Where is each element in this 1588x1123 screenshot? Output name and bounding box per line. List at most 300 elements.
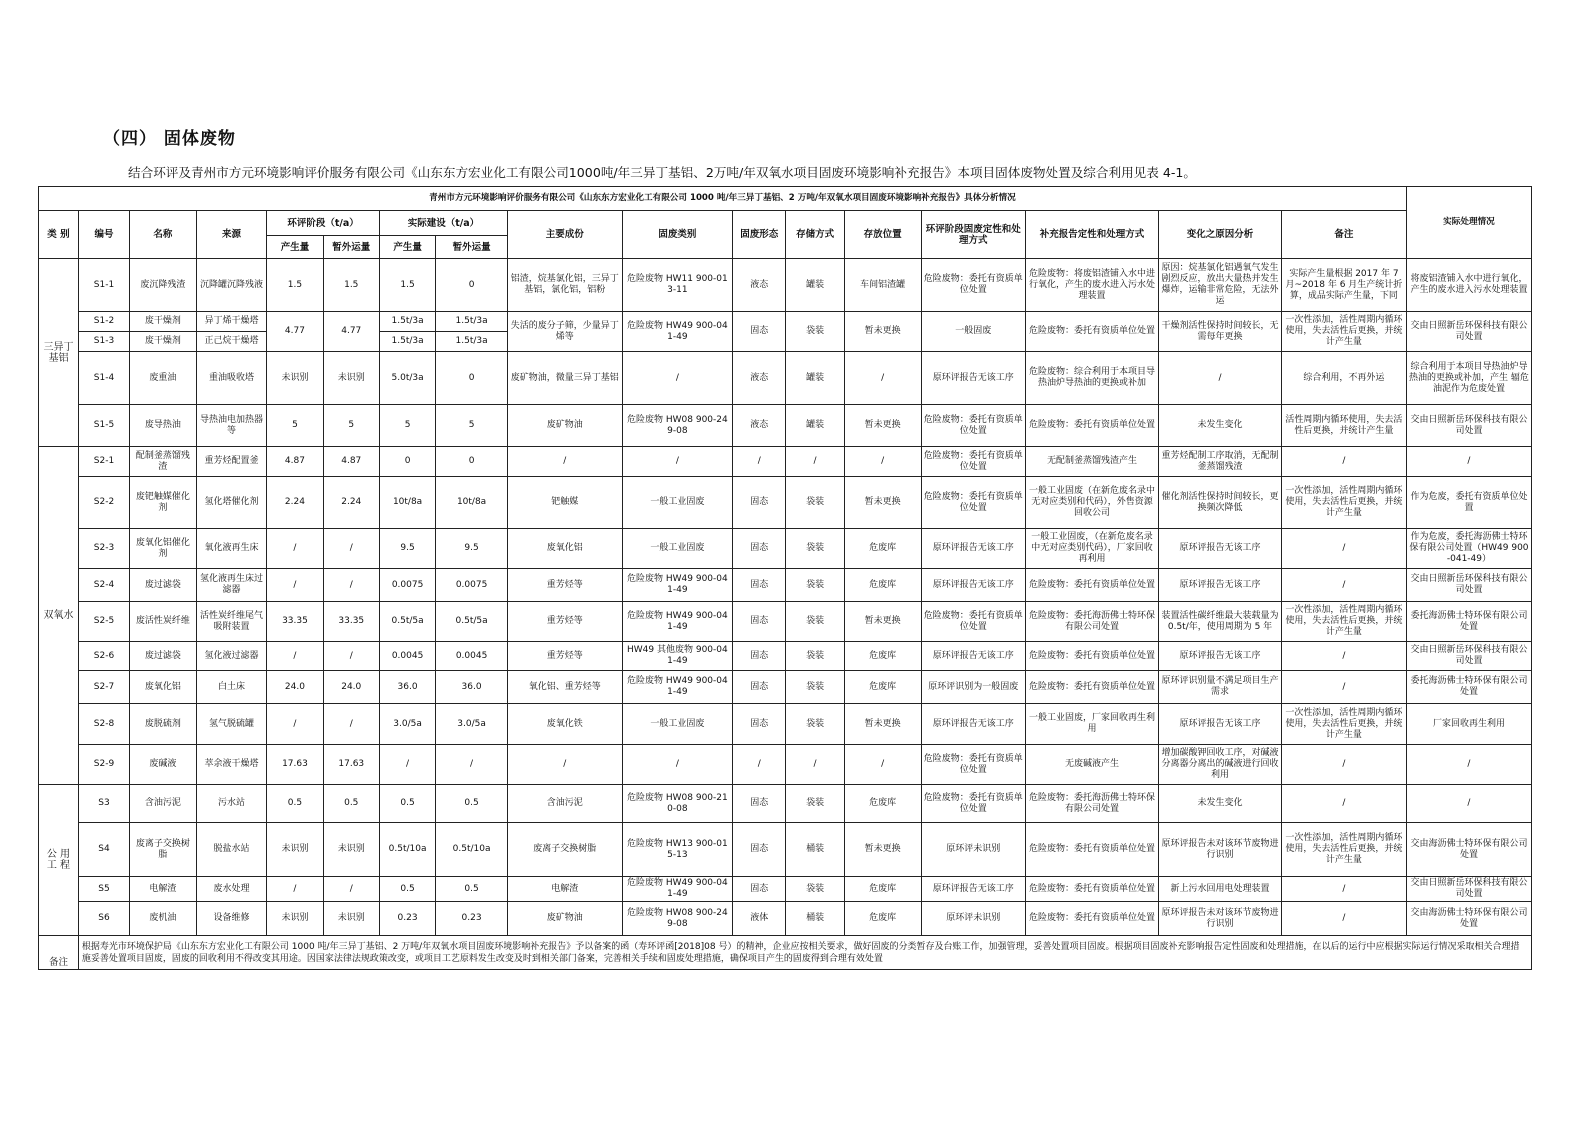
remark-cell: 一次性添加，活性周期内循环使用，失去活性后更换，并统计产生量 [1281,704,1406,745]
storage-location-cell: / [844,745,921,785]
eia-nature-cell: 原环评报告无该工序 [921,529,1025,569]
eia-nature-cell: 原环评报告无该工序 [921,704,1025,745]
storage-location-cell: 危废库 [844,642,921,671]
component-cell: 重芳烃等 [507,602,622,642]
storage-location-cell: 危废库 [844,671,921,704]
actual-generated-cell: 36.0 [379,671,435,704]
source-cell: 导热油电加热器等 [196,405,267,447]
form-cell: 固态 [733,785,786,823]
source-cell: 异丁烯干燥塔 [196,312,267,332]
eia-generated-cell: 33.35 [267,602,323,642]
table-row [39,405,1532,447]
storage-method-cell: 袋装 [786,704,844,745]
component-cell: 电解渣 [507,877,622,902]
code-cell: S2-8 [78,704,129,745]
waste-type-cell: 危险废物 HW49 900-041-49 [622,312,733,352]
remark-cell: / [1281,671,1406,704]
name-cell: 废氧化铝催化剂 [130,529,197,569]
waste-type-cell: 危险废物 HW08 900-249-08 [622,405,733,447]
name-cell: 废钯触媒催化剂 [130,477,197,529]
code-cell: S2-9 [78,745,129,785]
storage-method-cell: 袋装 [786,602,844,642]
waste-type-cell: 一般工业固废 [622,529,733,569]
eia-shipped-cell: 2.24 [323,477,379,529]
supplement-cell: 危险废物：综合利用于本项目导热油炉导热油的更换或补加 [1025,352,1158,405]
remark-cell: 活性周期内循环使用，失去活性后更换，并统计产生量 [1281,405,1406,447]
eia-shipped-cell: 未识别 [323,902,379,936]
eia-generated-cell: 未识别 [267,823,323,877]
actual-treatment-cell: / [1406,785,1531,823]
eia-shipped-cell: 4.77 [323,312,379,352]
component-cell: 重芳烃等 [507,569,622,602]
source-cell: 氢化液过滤器 [196,642,267,671]
actual-shipped-cell: 0 [436,352,508,405]
table-title: 青州市方元环境影响评价服务有限公司《山东东方宏业化工有限公司 1000 吨/年三异丁基铝、2 万吨/年双氧水项目固废环境影响补充报告》具体分析情况 [39,187,1407,211]
code-cell: S2-5 [78,602,129,642]
storage-location-cell: / [844,447,921,477]
storage-method-cell: 罐装 [786,405,844,447]
storage-method-cell: 袋装 [786,785,844,823]
supplement-cell: 一般工业固废（在新危废名录中无对应类别和代码），外售资源回收公司 [1025,477,1158,529]
name-cell: 废干燥剂 [130,312,197,332]
header-actual-build: 实际建设（t/a） [379,211,507,236]
storage-method-cell: 袋装 [786,312,844,352]
actual-shipped-cell: 0 [436,259,508,312]
code-cell: S1-5 [78,405,129,447]
eia-nature-cell: 危险废物：委托有资质单位处置 [921,477,1025,529]
actual-shipped-cell: 10t/8a [436,477,508,529]
code-cell: S2-2 [78,477,129,529]
supplement-cell: 危险废物：委托有资质单位处置 [1025,642,1158,671]
actual-shipped-cell: 0.5 [436,877,508,902]
supplement-cell: 一般工业固废，（在新危废名录中无对应类别代码），厂家回收再利用 [1025,529,1158,569]
name-cell: 废活性炭纤维 [130,602,197,642]
section-heading: （四） 固体废物 [103,129,236,149]
eia-nature-cell: 一般固废 [921,312,1025,352]
code-cell: S2-3 [78,529,129,569]
header-eia-stage: 环评阶段（t/a） [267,211,380,236]
header-form: 固废形态 [733,211,786,259]
name-cell: 废干燥剂 [130,332,197,352]
eia-shipped-cell: 1.5 [323,259,379,312]
header-actual-generated: 产生量 [379,236,435,259]
note-label: 备注 [39,936,79,970]
eia-shipped-cell: / [323,642,379,671]
table-row [39,902,1532,936]
actual-treatment-cell: 交由海沥佛士特环保有限公司处置 [1406,902,1531,936]
intro-paragraph: 结合环评及青州市方元环境影响评价服务有限公司《山东东方宏业化工有限公司1000吨/年三异丁基铝、2万吨/年双氧水项目固废环境影响补充报告》本项目固体废物处置及综合利用见表 4-1。 [128,165,1197,180]
change-reason-cell: 原环评报告无该工序 [1159,569,1282,602]
form-cell: 固态 [733,642,786,671]
actual-generated-cell: 0.5 [379,877,435,902]
actual-treatment-cell: 交由日照新岳环保科技有限公司处置 [1406,312,1531,352]
actual-generated-cell: 0.0075 [379,569,435,602]
eia-nature-cell: 原环评报告无该工序 [921,877,1025,902]
eia-shipped-cell: 4.87 [323,447,379,477]
remark-cell: / [1281,745,1406,785]
supplement-cell: 危险废物：委托有资质单位处置 [1025,312,1158,352]
change-reason-cell: 原环评报告无该工序 [1159,704,1282,745]
waste-type-cell: 危险废物 HW49 900-041-49 [622,877,733,902]
source-cell: 重油吸收塔 [196,352,267,405]
header-code: 编号 [78,211,129,259]
storage-location-cell: 暂未更换 [844,477,921,529]
source-cell: 白土床 [196,671,267,704]
code-cell: S3 [78,785,129,823]
component-cell: 废矿物油 [507,405,622,447]
actual-generated-cell: 1.5t/3a [379,332,435,352]
actual-shipped-cell: 36.0 [436,671,508,704]
actual-treatment-cell: / [1406,745,1531,785]
source-cell: 活性炭纤维尾气吸附装置 [196,602,267,642]
form-cell: 液态 [733,352,786,405]
actual-generated-cell: 5 [379,405,435,447]
code-cell: S2-7 [78,671,129,704]
supplement-cell: 危险废物：委托有资质单位处置 [1025,569,1158,602]
supplement-cell: 无废碱液产生 [1025,745,1158,785]
storage-location-cell: 车间铝渣罐 [844,259,921,312]
name-cell: 废脱硫剂 [130,704,197,745]
storage-method-cell: 桶装 [786,823,844,877]
storage-method-cell: / [786,447,844,477]
eia-generated-cell: 1.5 [267,259,323,312]
eia-nature-cell: 危险废物：委托有资质单位处置 [921,785,1025,823]
form-cell: 固态 [733,529,786,569]
actual-shipped-cell: 0.0045 [436,642,508,671]
change-reason-cell: 装置活性碳纤维最大装载量为 0.5t/年，使用周期为 5 年 [1159,602,1282,642]
eia-nature-cell: 危险废物：委托有资质单位处置 [921,602,1025,642]
eia-generated-cell: 4.77 [267,312,323,352]
header-name: 名称 [130,211,197,259]
eia-generated-cell: / [267,642,323,671]
actual-generated-cell: 0.5t/5a [379,602,435,642]
storage-method-cell: 袋装 [786,877,844,902]
code-cell: S5 [78,877,129,902]
eia-nature-cell: 危险废物：委托有资质单位处置 [921,745,1025,785]
eia-nature-cell: 原环评报告无该工序 [921,569,1025,602]
change-reason-cell: / [1159,352,1282,405]
form-cell: / [733,745,786,785]
supplement-cell: 危险废物：委托有资质单位处置 [1025,877,1158,902]
header-category: 类 别 [39,211,79,259]
storage-location-cell: / [844,352,921,405]
eia-generated-cell: / [267,877,323,902]
supplement-cell: 危险废物：委托海沥佛士特环保有限公司处置 [1025,785,1158,823]
supplement-cell: 无配制釜蒸馏残渣产生 [1025,447,1158,477]
header-eia-shipped: 暂外运量 [323,236,379,259]
eia-generated-cell: 4.87 [267,447,323,477]
change-reason-cell: 原环评报告无该工序 [1159,642,1282,671]
eia-nature-cell: 原环评识别为一般固废 [921,671,1025,704]
header-storage-location: 存放位置 [844,211,921,259]
storage-method-cell: 袋装 [786,477,844,529]
remark-cell: / [1281,642,1406,671]
eia-shipped-cell: / [323,877,379,902]
eia-generated-cell: 未识别 [267,902,323,936]
source-cell: 沉降罐沉降残液 [196,259,267,312]
actual-generated-cell: 0.5t/10a [379,823,435,877]
change-reason-cell: 原环评报告未对该环节废物进行识别 [1159,902,1282,936]
group-cell: 三异丁基铝 [39,259,79,447]
component-cell: 废矿物油 [507,902,622,936]
storage-method-cell: / [786,745,844,785]
supplement-cell: 危险废物：委托海沥佛士特环保有限公司处置 [1025,602,1158,642]
code-cell: S1-3 [78,332,129,352]
waste-type-cell: 危险废物 HW08 900-210-08 [622,785,733,823]
actual-generated-cell: 0 [379,447,435,477]
storage-method-cell: 袋装 [786,642,844,671]
actual-treatment-cell: 交由日照新岳环保科技有限公司处置 [1406,642,1531,671]
storage-location-cell: 暂未更换 [844,704,921,745]
waste-type-cell: 危险废物 HW08 900-249-08 [622,902,733,936]
eia-generated-cell: 未识别 [267,352,323,405]
remark-cell: / [1281,877,1406,902]
actual-treatment-cell: 委托海沥佛士特环保有限公司处置 [1406,602,1531,642]
table-row [39,602,1532,642]
actual-treatment-cell: 厂家回收再生利用 [1406,704,1531,745]
storage-location-cell: 暂未更换 [844,405,921,447]
eia-generated-cell: 0.5 [267,785,323,823]
remark-cell: 实际产生量根据 2017 年 7 月~2018 年 6 月生产统计折算，成品实际产生量，下同 [1281,259,1406,312]
change-reason-cell: 原环评报告未对该环节废物进行识别 [1159,823,1282,877]
remark-cell: 一次性添加，活性周期内循环使用，失去活性后更换，并统计产生量 [1281,823,1406,877]
supplement-cell: 危险废物：将废铝渣铺入水中进行氧化，产生的废水进入污水处理装置 [1025,259,1158,312]
remark-cell: / [1281,447,1406,477]
actual-generated-cell: 0.23 [379,902,435,936]
solid-waste-table [38,186,1532,970]
component-cell: / [507,745,622,785]
source-cell: 污水站 [196,785,267,823]
header-change-reason: 变化之原因分析 [1159,211,1282,259]
actual-shipped-cell: 0 [436,447,508,477]
remark-cell: 一次性添加，活性周期内循环使用，失去活性后更换，并统计产生量 [1281,602,1406,642]
actual-shipped-cell: 0.5t/10a [436,823,508,877]
actual-shipped-cell: 3.0/5a [436,704,508,745]
group-cell: 公 用 工 程 [39,785,79,936]
form-cell: 液态 [733,259,786,312]
actual-shipped-cell: 1.5t/3a [436,332,508,352]
change-reason-cell: 干燥剂活性保持时间较长，无需每年更换 [1159,312,1282,352]
table-row [39,529,1532,569]
table-row [39,352,1532,405]
storage-location-cell: 危废库 [844,569,921,602]
table-row [39,312,1532,332]
source-cell: 废水处理 [196,877,267,902]
component-cell: 失活的废分子筛，少量异丁烯等 [507,312,622,352]
code-cell: S2-6 [78,642,129,671]
remark-cell: / [1281,569,1406,602]
actual-shipped-cell: 5 [436,405,508,447]
actual-generated-cell: 9.5 [379,529,435,569]
eia-nature-cell: 危险废物：委托有资质单位处置 [921,259,1025,312]
eia-nature-cell: 原环评报告无该工序 [921,352,1025,405]
remark-cell: 一次性添加，活性周期内循环使用，失去活性后更换，并统计产生量 [1281,312,1406,352]
table-row [39,745,1532,785]
name-cell: 废沉降残渣 [130,259,197,312]
source-cell: 氢气脱硫罐 [196,704,267,745]
source-cell: 设备维修 [196,902,267,936]
name-cell: 电解渣 [130,877,197,902]
eia-generated-cell: / [267,704,323,745]
change-reason-cell: 重芳烃配制工序取消，无配制釜蒸馏残渣 [1159,447,1282,477]
table-row [39,704,1532,745]
source-cell: 脱盐水站 [196,823,267,877]
form-cell: 固态 [733,312,786,352]
header-eia-generated: 产生量 [267,236,323,259]
eia-generated-cell: 24.0 [267,671,323,704]
eia-generated-cell: 2.24 [267,477,323,529]
component-cell: 废离子交换树脂 [507,823,622,877]
actual-shipped-cell: 0.0075 [436,569,508,602]
supplement-cell: 危险废物：委托有资质单位处置 [1025,671,1158,704]
component-cell: 含油污泥 [507,785,622,823]
code-cell: S1-2 [78,312,129,332]
name-cell: 废过滤袋 [130,642,197,671]
supplement-cell: 危险废物：委托有资质单位处置 [1025,823,1158,877]
storage-location-cell: 危废库 [844,785,921,823]
name-cell: 配制釜蒸馏残渣 [130,447,197,477]
name-cell: 废重油 [130,352,197,405]
actual-treatment-cell: 将废铝渣铺入水中进行氧化，产生的废水进入污水处理装置 [1406,259,1531,312]
change-reason-cell: 原环评识别量不满足项目生产需求 [1159,671,1282,704]
form-cell: / [733,447,786,477]
source-cell: 氧化液再生床 [196,529,267,569]
eia-shipped-cell: / [323,569,379,602]
waste-type-cell: / [622,447,733,477]
supplement-cell: 危险废物：委托有资质单位处置 [1025,902,1158,936]
eia-shipped-cell: / [323,529,379,569]
source-cell: 氢化塔催化剂 [196,477,267,529]
eia-shipped-cell: 17.63 [323,745,379,785]
eia-generated-cell: 5 [267,405,323,447]
supplement-cell: 危险废物：委托有资质单位处置 [1025,405,1158,447]
code-cell: S2-4 [78,569,129,602]
storage-location-cell: 暂未更换 [844,312,921,352]
actual-treatment-cell: 交由日照新岳环保科技有限公司处置 [1406,405,1531,447]
header-storage-method: 存储方式 [786,211,844,259]
component-cell: 氧化铝、重芳烃等 [507,671,622,704]
storage-method-cell: 袋装 [786,529,844,569]
group-cell: 双氧水 [39,447,79,785]
change-reason-cell: 未发生变化 [1159,405,1282,447]
header-source: 来源 [196,211,267,259]
component-cell: / [507,447,622,477]
header-supplement-nature: 补充报告定性和处理方式 [1025,211,1158,259]
eia-shipped-cell: 未识别 [323,352,379,405]
actual-generated-cell: 0.5 [379,785,435,823]
actual-shipped-cell: 1.5t/3a [436,312,508,332]
table-row [39,785,1532,823]
code-cell: S1-1 [78,259,129,312]
actual-shipped-cell: 0.23 [436,902,508,936]
component-cell: 重芳烃等 [507,642,622,671]
waste-type-cell: 危险废物 HW49 900-041-49 [622,671,733,704]
table-row [39,877,1532,902]
remark-cell: / [1281,902,1406,936]
form-cell: 固态 [733,569,786,602]
component-cell: 废氧化铁 [507,704,622,745]
name-cell: 废离子交换树脂 [130,823,197,877]
table-row [39,259,1532,312]
header-eia-nature: 环评阶段固废定性和处理方式 [921,211,1025,259]
header-component: 主要成份 [507,211,622,259]
storage-location-cell: 暂未更换 [844,823,921,877]
eia-generated-cell: 17.63 [267,745,323,785]
header-actual-treatment: 实际处理情况 [1406,187,1531,259]
storage-method-cell: 袋装 [786,569,844,602]
actual-generated-cell: 5.0t/3a [379,352,435,405]
name-cell: 废导热油 [130,405,197,447]
actual-shipped-cell: / [436,745,508,785]
change-reason-cell: 增加碳酸钾回收工序，对碱液分离器分离出的碱液进行回收利用 [1159,745,1282,785]
waste-type-cell: 危险废物 HW11 900-013-11 [622,259,733,312]
table-row [39,671,1532,704]
table-row [39,447,1532,477]
component-cell: 废矿物油，微量三异丁基铝 [507,352,622,405]
form-cell: 固态 [733,602,786,642]
actual-treatment-cell: / [1406,447,1531,477]
storage-method-cell: 袋装 [786,671,844,704]
name-cell: 废机油 [130,902,197,936]
eia-nature-cell: 原环评未识别 [921,823,1025,877]
waste-type-cell: 危险废物 HW49 900-041-49 [622,569,733,602]
header-actual-shipped: 暂外运量 [436,236,508,259]
eia-generated-cell: / [267,569,323,602]
storage-location-cell: 暂未更换 [844,602,921,642]
source-cell: 萃余液干燥塔 [196,745,267,785]
source-cell: 重芳烃配置釜 [196,447,267,477]
remark-cell: 一次性添加，活性周期内循环使用，失去活性后更换，并统计产生量 [1281,477,1406,529]
actual-generated-cell: 10t/8a [379,477,435,529]
note-row [39,936,1532,970]
remark-cell: / [1281,785,1406,823]
form-cell: 固态 [733,477,786,529]
change-reason-cell: 催化剂活性保持时间较长，更换频次降低 [1159,477,1282,529]
eia-nature-cell: 危险废物：委托有资质单位处置 [921,405,1025,447]
name-cell: 废过滤袋 [130,569,197,602]
code-cell: S2-1 [78,447,129,477]
form-cell: 固态 [733,704,786,745]
eia-nature-cell: 原环评未识别 [921,902,1025,936]
eia-shipped-cell: 未识别 [323,823,379,877]
actual-generated-cell: 0.0045 [379,642,435,671]
table-row [39,642,1532,671]
header-remarks: 备注 [1281,211,1406,259]
change-reason-cell: 原因：烷基氯化铝遇氧气发生剧烈反应，放出大量热并发生爆炸，运输非常危险，无法外运 [1159,259,1282,312]
eia-nature-cell: 危险废物：委托有资质单位处置 [921,447,1025,477]
actual-shipped-cell: 0.5 [436,785,508,823]
eia-generated-cell: / [267,529,323,569]
note-text: 根据寿光市环境保护局《山东东方宏业化工有限公司 1000 吨/年三异丁基铝、2 万吨/年双氧水项目固废环境影响补充报告》予以备案的函（寿环评函[2018]08 号）的精神，企业应按相关要求，做好固废的分类暂存及台账工作，加强管理，妥善处置项目固废。根据项目固废补充影响报告定性固废和处理措施，在以后的运行中应根据实际运行情况采取相关合理措施妥善处置项目固废，固废的回收利用不得改变其用途。因国家法律法规政策改变，或项目工艺原料发生改变及时到相关部门备案，完善相关手续和固废处理措施，确保项目产生的固废得到合理有效处置 [78,936,1531,970]
table-row [39,477,1532,529]
supplement-cell: 一般工业固废，厂家回收再生利用 [1025,704,1158,745]
eia-nature-cell: 原环评报告无该工序 [921,642,1025,671]
actual-treatment-cell: 交由日照新岳环保科技有限公司处置 [1406,569,1531,602]
storage-method-cell: 罐装 [786,259,844,312]
actual-treatment-cell: 交由海沥佛士特环保有限公司处置 [1406,823,1531,877]
storage-method-cell: 罐装 [786,352,844,405]
form-cell: 固态 [733,877,786,902]
waste-type-cell: HW49 其他废物 900-041-49 [622,642,733,671]
code-cell: S4 [78,823,129,877]
source-cell: 氢化液再生床过滤器 [196,569,267,602]
source-cell: 正己烷干燥塔 [196,332,267,352]
component-cell: 铝渣，烷基氯化铝，三异丁基铝，氯化铝，铝粉 [507,259,622,312]
name-cell: 废氧化铝 [130,671,197,704]
waste-type-cell: / [622,352,733,405]
change-reason-cell: 未发生变化 [1159,785,1282,823]
actual-treatment-cell: 综合利用于本项目导热油炉导热油的更换或补加，产生 辐危油泥作为危废处置 [1406,352,1531,405]
